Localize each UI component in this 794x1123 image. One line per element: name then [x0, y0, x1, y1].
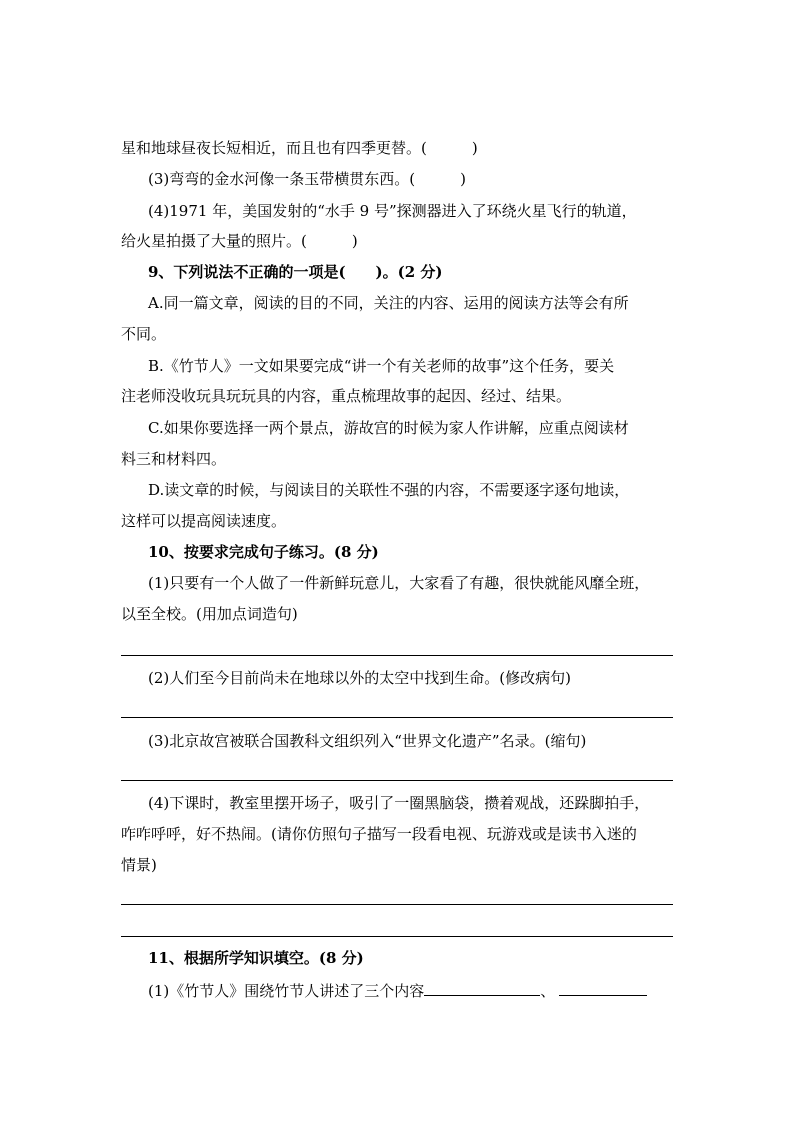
q10-item-4-line-1: (4)下课时，教室里摆开场子，吸引了一圈黑脑袋，攒着观战，还跺脚拍手，	[148, 794, 650, 812]
q8-item-4-line-2: 给火星拍摄了大量的照片。( )	[121, 232, 358, 250]
q11-item-1-text: (1)《竹节人》围绕竹节人讲述了三个内容	[148, 982, 425, 1000]
q10-item-4-answer-line-1[interactable]	[121, 904, 673, 905]
q9-title: 9、下列说法不正确的一项是( )。(2 分)	[148, 263, 443, 281]
q9-option-b-line-1: B.《竹节人》一文如果要完成“讲一个有关老师的故事”这个任务，要关	[148, 357, 615, 375]
q10-item-2: (2)人们至今目前尚未在地球以外的太空中找到生命。(修改病句)	[148, 669, 571, 687]
q10-item-3: (3)北京故宫被联合国教科文组织列入“世界文化遗产”名录。(缩句)	[148, 732, 587, 750]
q9-option-d-line-1: D.读文章的时候，与阅读目的关联性不强的内容，不需要逐字逐句地读，	[148, 481, 630, 499]
q10-item-2-answer-line[interactable]	[121, 717, 673, 718]
q10-item-1-line-1: (1)只要有一个人做了一件新鲜玩意儿，大家看了有趣，很快就能风靡全班，	[148, 574, 650, 592]
q8-continuation-line: 星和地球昼夜长短相近，而且也有四季更替。( )	[121, 139, 478, 157]
q9-option-a-line-1: A.同一篇文章，阅读的目的不同，关注的内容、运用的阅读方法等会有所	[148, 294, 629, 312]
q9-option-a-line-2: 不同。	[121, 325, 167, 343]
q10-item-4-answer-line-2[interactable]	[121, 936, 673, 937]
q10-title: 10、按要求完成句子练习。(8 分)	[148, 543, 379, 561]
q9-option-c-line-1: C.如果你要选择一两个景点，游故宫的时候为家人作讲解，应重点阅读材	[148, 419, 629, 437]
q9-option-c-line-2: 料三和材料四。	[121, 450, 227, 468]
q9-option-d-line-2: 这样可以提高阅读速度。	[121, 512, 287, 530]
q11-blank-2[interactable]	[559, 980, 647, 996]
q10-item-1-answer-line[interactable]	[121, 655, 673, 656]
q11-separator: 、	[540, 982, 556, 1000]
q8-item-4-line-1: (4)1971 年，美国发射的“水手 9 号”探测器进入了环绕火星飞行的轨道，	[148, 202, 637, 220]
q11-title: 11、根据所学知识填空。(8 分)	[148, 949, 364, 967]
q9-option-b-line-2: 注老师没收玩具玩玩具的内容，重点梳理故事的起因、经过、结果。	[121, 387, 572, 405]
q10-item-3-answer-line[interactable]	[121, 780, 673, 781]
q10-item-1-line-2: 以至全校。(用加点词造句)	[121, 605, 298, 623]
q11-item-1	[148, 980, 708, 1001]
q10-item-4-line-3: 情景)	[121, 856, 157, 874]
q11-blank-1[interactable]	[424, 980, 540, 996]
q10-item-4-line-2: 咋咋呼呼，好不热闹。(请你仿照句子描写一段看电视、玩游戏或是读书入迷的	[121, 825, 637, 843]
q8-item-3: (3)弯弯的金水河像一条玉带横贯东西。( )	[148, 170, 466, 188]
